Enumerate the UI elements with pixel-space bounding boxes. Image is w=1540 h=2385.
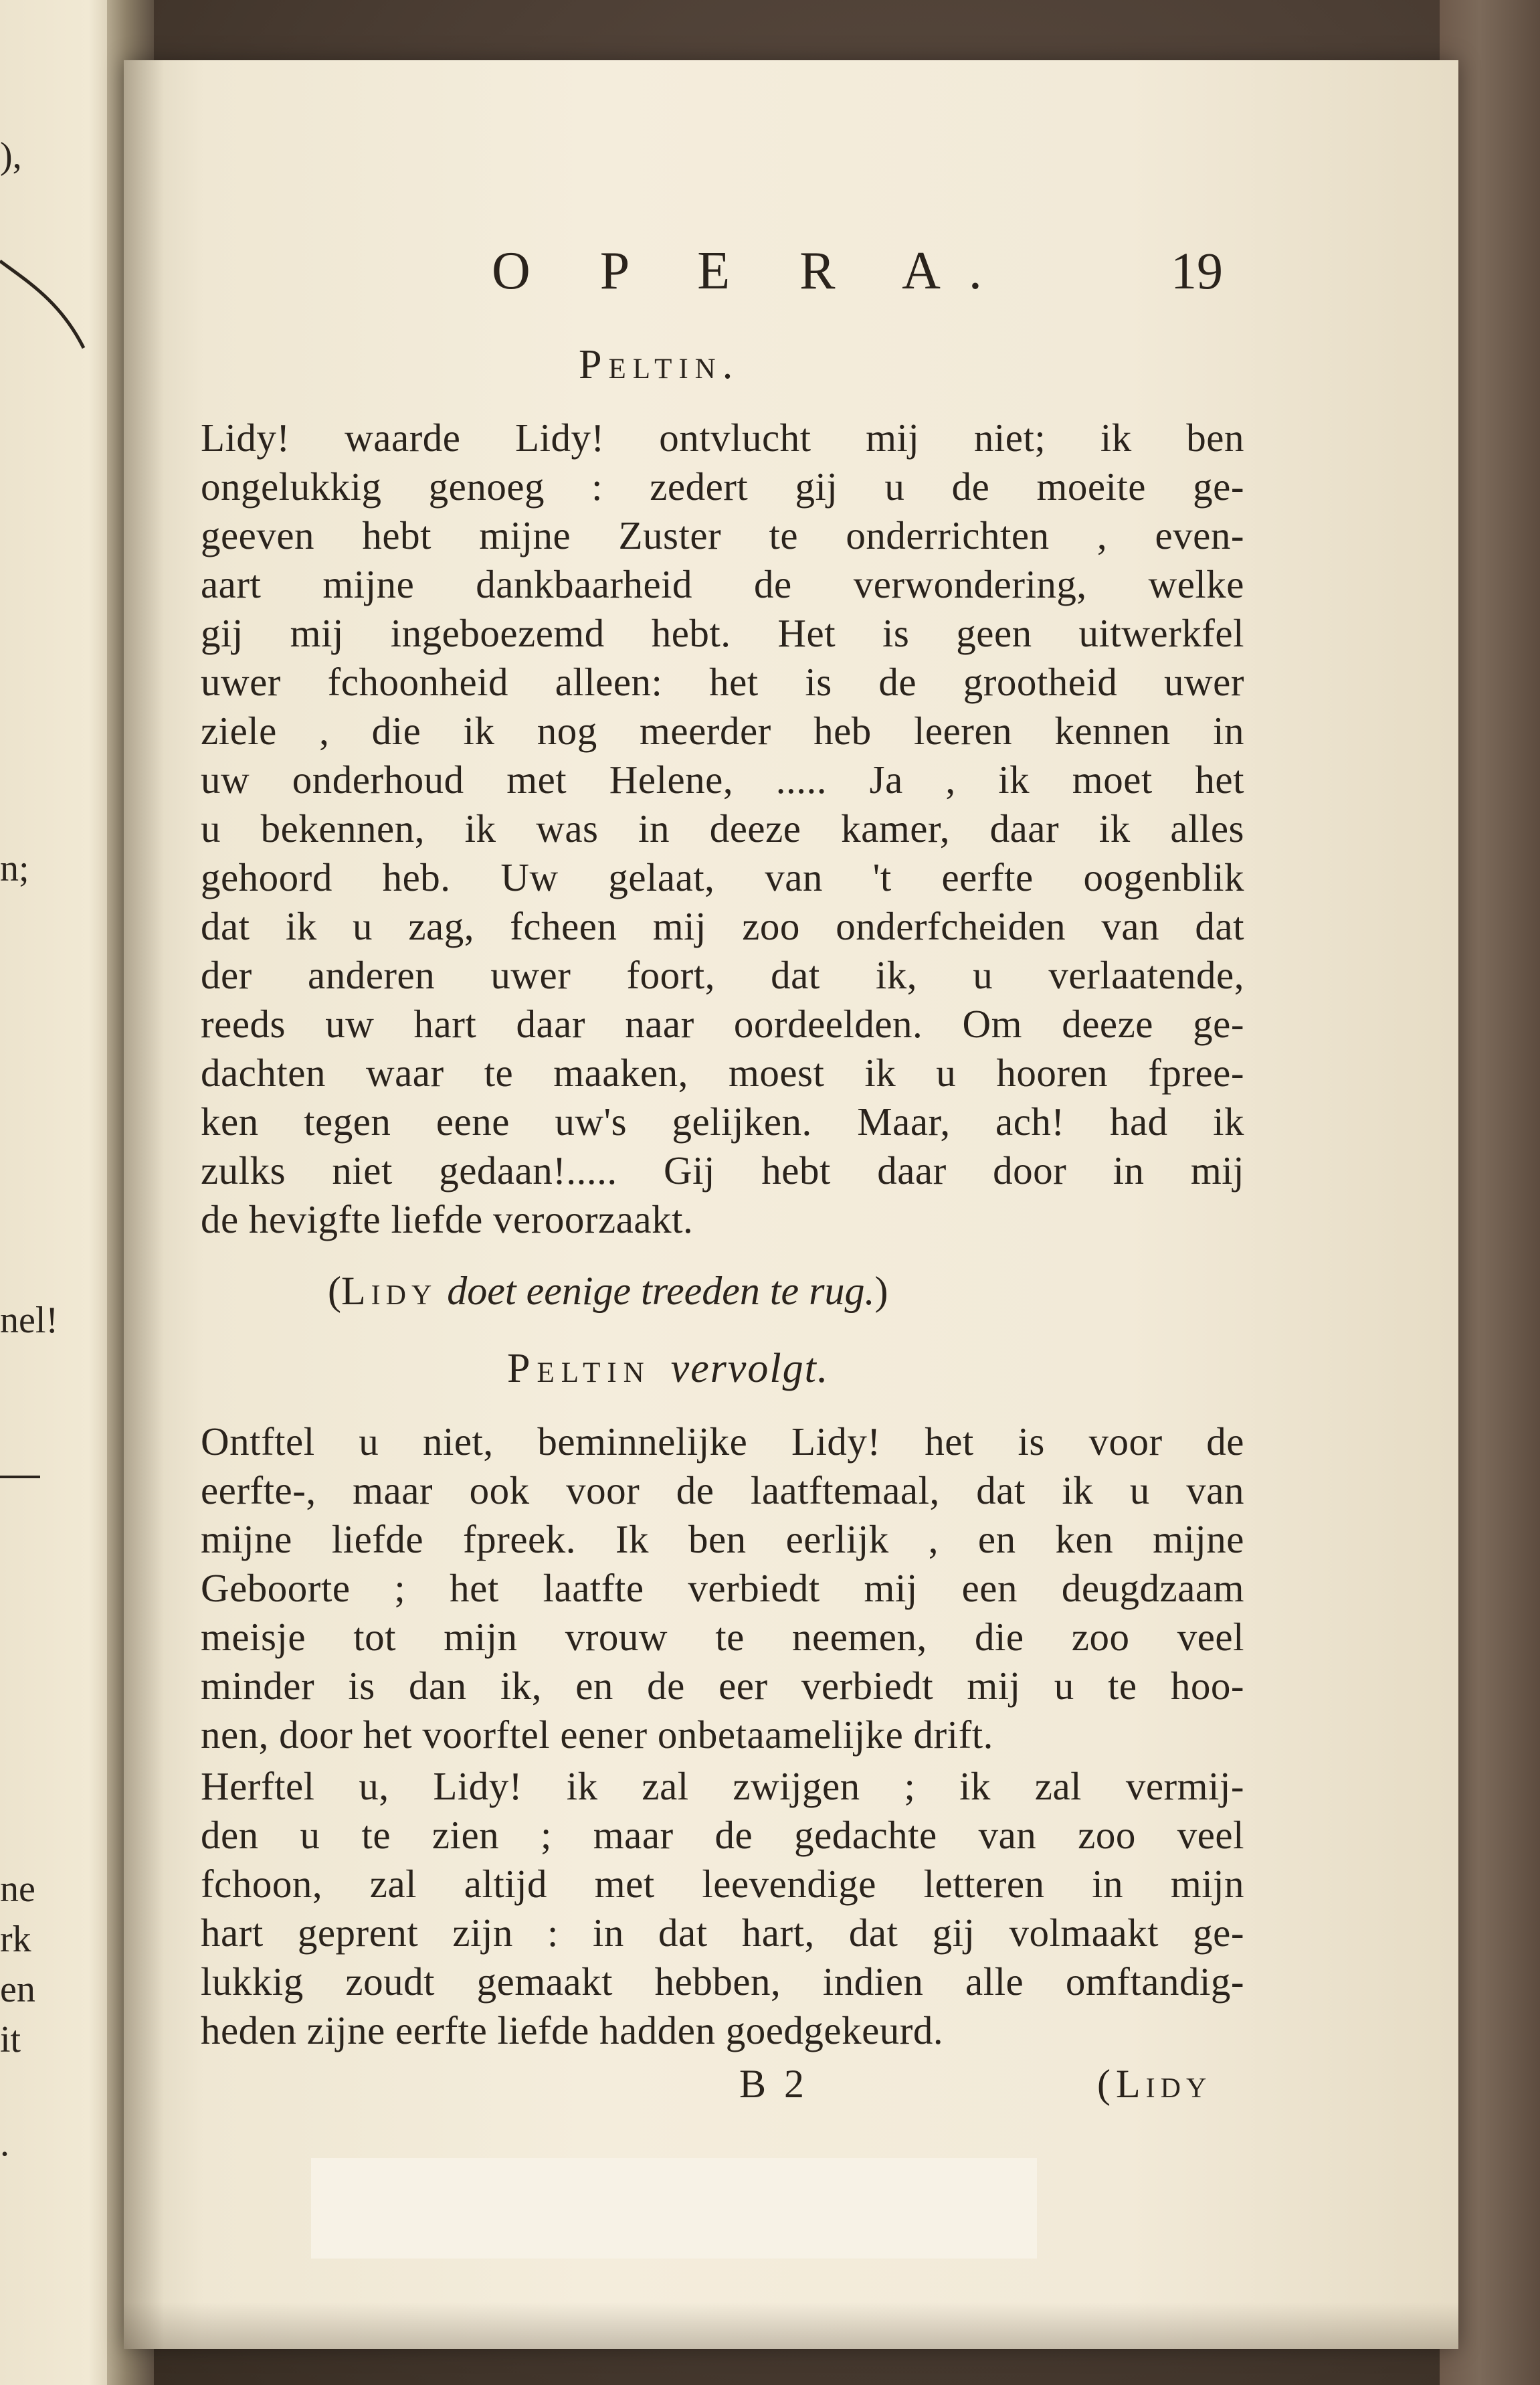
text-line: eerfte-, maar ook voor de laatftemaal, dat ik u van: [201, 1468, 1244, 1512]
text-line: geeven hebt mijne Zuster te onderrichten , even-: [201, 513, 1244, 557]
text-line: ongelukkig genoeg : zedert gij u de moeite ge-: [201, 464, 1244, 509]
text-line: ken tegen eene uw's gelijken. Maar, ach! had ik: [201, 1099, 1244, 1144]
text-line: Geboorte ; het laatfte verbiedt mij een deugdzaam: [201, 1566, 1244, 1610]
running-header: O P E R A.: [492, 242, 1010, 300]
stage-close-paren: ): [874, 1269, 888, 1313]
left-page-rule: [0, 1476, 40, 1478]
stage-direction: [328, 1268, 888, 1314]
text-line: mijne liefde fpreek. Ik ben eerlijk , en ken mijne: [201, 1517, 1244, 1561]
left-fragment: it: [0, 2019, 21, 2060]
text-line: nen, door het voorftel eener onbetaamelijke drift.: [201, 1712, 993, 1757]
text-line: uw onderhoud met Helene, ..... Ja , ik moet het: [201, 758, 1244, 802]
text-line: der anderen uwer foort, dat ik, u verlaatende,: [201, 953, 1244, 997]
left-fragment: n;: [0, 848, 29, 889]
text-line: gehoord heb. Uw gelaat, van 't eerfte oogenblik: [201, 855, 1244, 899]
stage-action: doet eenige treeden te rug.: [447, 1269, 875, 1313]
left-fragment: ne: [0, 1868, 35, 1910]
page-gutter-shadow: [124, 60, 164, 2349]
text-line: minder is dan ik, en de eer verbiedt mij u te hoo-: [201, 1664, 1244, 1708]
text-line: Herftel u, Lidy! ik zal zwijgen ; ik zal vermij-: [201, 1764, 1244, 1808]
text-line: den u te zien ; maar de gedachte van zoo veel: [201, 1813, 1244, 1857]
text-line: uwer fchoonheid alleen: het is de grootheid uwer: [201, 660, 1244, 704]
speaker-heading: [507, 1345, 829, 1393]
left-fragment: rk: [0, 1919, 31, 1960]
text-line: u bekennen, ik was in deeze kamer, daar ik alles: [201, 806, 1244, 851]
stage-open-paren: (: [328, 1269, 341, 1313]
text-line: aart mijne dankbaarheid de verwondering, welke: [201, 562, 1244, 606]
stage-character: Lidy: [341, 1269, 438, 1313]
speaker-name: Peltin.: [579, 342, 740, 387]
speaker-action: vervolgt.: [670, 1346, 830, 1391]
left-fragment: nel!: [0, 1300, 59, 1341]
text-line: Ontftel u niet, beminnelijke Lidy! het is voor de: [201, 1419, 1244, 1464]
text-line: fchoon, zal altijd met leevendige letteren in mijn: [201, 1862, 1244, 1906]
text-line: Lidy! waarde Lidy! ontvlucht mij niet; ik ben: [201, 416, 1244, 460]
page-bottom-shadow: [124, 2302, 1458, 2349]
page-number: 19: [1171, 242, 1223, 300]
text-line: gij mij ingeboezemd hebt. Het is geen uitwerkfel: [201, 611, 1244, 655]
text-line: ziele , die ik nog meerder heb leeren kennen in: [201, 709, 1244, 753]
left-page-flourish: [0, 254, 94, 361]
text-line: lukkig zoudt gemaakt hebben, indien alle omftandig-: [201, 1959, 1244, 2004]
catchword: (Lidy: [1097, 2062, 1212, 2106]
left-fragment: ),: [0, 135, 22, 177]
text-line: heden zijne eerfte liefde hadden goedgekeurd.: [201, 2008, 944, 2052]
text-line: reeds uw hart daar naar oordeelden. Om deeze ge-: [201, 1002, 1244, 1046]
paper-label: [311, 2158, 1037, 2259]
text-line: dat ik u zag, fcheen mij zoo onderfcheiden van dat: [201, 904, 1244, 948]
text-line: dachten waar te maaken, moest ik u hooren fpree-: [201, 1051, 1244, 1095]
text-line: hart geprent zijn : in dat hart, dat gij volmaakt ge-: [201, 1911, 1244, 1955]
left-fragment: .: [0, 2123, 9, 2164]
left-fragment: en: [0, 1969, 35, 2010]
signature-mark: B 2: [739, 2062, 809, 2106]
speaker-name: Peltin: [507, 1346, 651, 1391]
text-line: de hevigfte liefde veroorzaakt.: [201, 1197, 694, 1241]
text-line: zulks niet gedaan!..... Gij hebt daar door in mij: [201, 1148, 1244, 1192]
text-line: meisje tot mijn vrouw te neemen, die zoo veel: [201, 1615, 1244, 1659]
